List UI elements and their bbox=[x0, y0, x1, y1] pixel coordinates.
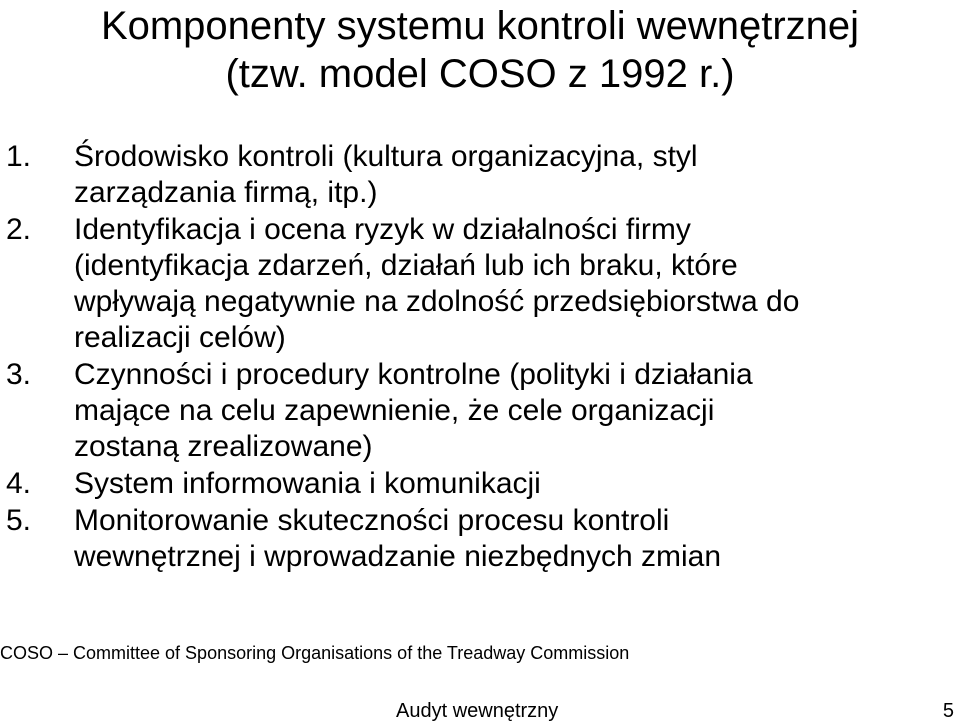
item-text bbox=[74, 139, 956, 211]
list-item-3 bbox=[6, 357, 956, 465]
item-line: Identyfikacja i ocena ryzyk w działalności firmy bbox=[74, 213, 691, 246]
list-item-1 bbox=[6, 139, 956, 211]
item-line: zostaną zrealizowane) bbox=[74, 430, 373, 463]
item-line: System informowania i komunikacji bbox=[74, 467, 541, 500]
footer-title: Audyt wewnętrzny bbox=[396, 700, 559, 722]
title-line-2: (tzw. model COSO z 1992 r.) bbox=[225, 52, 735, 96]
list-item-5 bbox=[6, 503, 956, 575]
item-text bbox=[74, 357, 956, 465]
item-line: mające na celu zapewnienie, że cele organizacji bbox=[74, 394, 715, 427]
coso-footnote: COSO – Committee of Sponsoring Organisations of the Treadway Commission bbox=[0, 643, 630, 663]
item-line: realizacji celów) bbox=[74, 321, 286, 354]
item-line: wewnętrznej i wprowadzanie niezbędnych zmian bbox=[74, 540, 722, 573]
item-number: 4. bbox=[6, 467, 32, 500]
item-number: 1. bbox=[6, 140, 32, 173]
item-text bbox=[74, 503, 956, 575]
item-text bbox=[74, 466, 956, 502]
item-line: Monitorowanie skuteczności procesu kontroli bbox=[74, 504, 670, 537]
item-number: 2. bbox=[6, 213, 32, 246]
page-number: 5 bbox=[942, 700, 954, 722]
slide-title bbox=[0, 2, 960, 98]
item-number: 3. bbox=[6, 358, 32, 391]
item-line: Czynności i procedury kontrolne (polityki i działania bbox=[74, 358, 753, 391]
item-line: wpływają negatywnie na zdolność przedsiębiorstwa do bbox=[74, 285, 800, 318]
item-line: Środowisko kontroli (kultura organizacyjna, styl bbox=[74, 140, 698, 173]
component-list bbox=[6, 139, 956, 576]
item-line: (identyfikacja zdarzeń, działań lub ich braku, które bbox=[74, 249, 738, 282]
item-text bbox=[74, 212, 956, 356]
list-item-2 bbox=[6, 212, 956, 356]
title-line-1: Komponenty systemu kontroli wewnętrznej bbox=[100, 4, 860, 48]
list-item-4 bbox=[6, 466, 956, 502]
item-number: 5. bbox=[6, 504, 32, 537]
item-line: zarządzania firmą, itp.) bbox=[74, 176, 378, 209]
